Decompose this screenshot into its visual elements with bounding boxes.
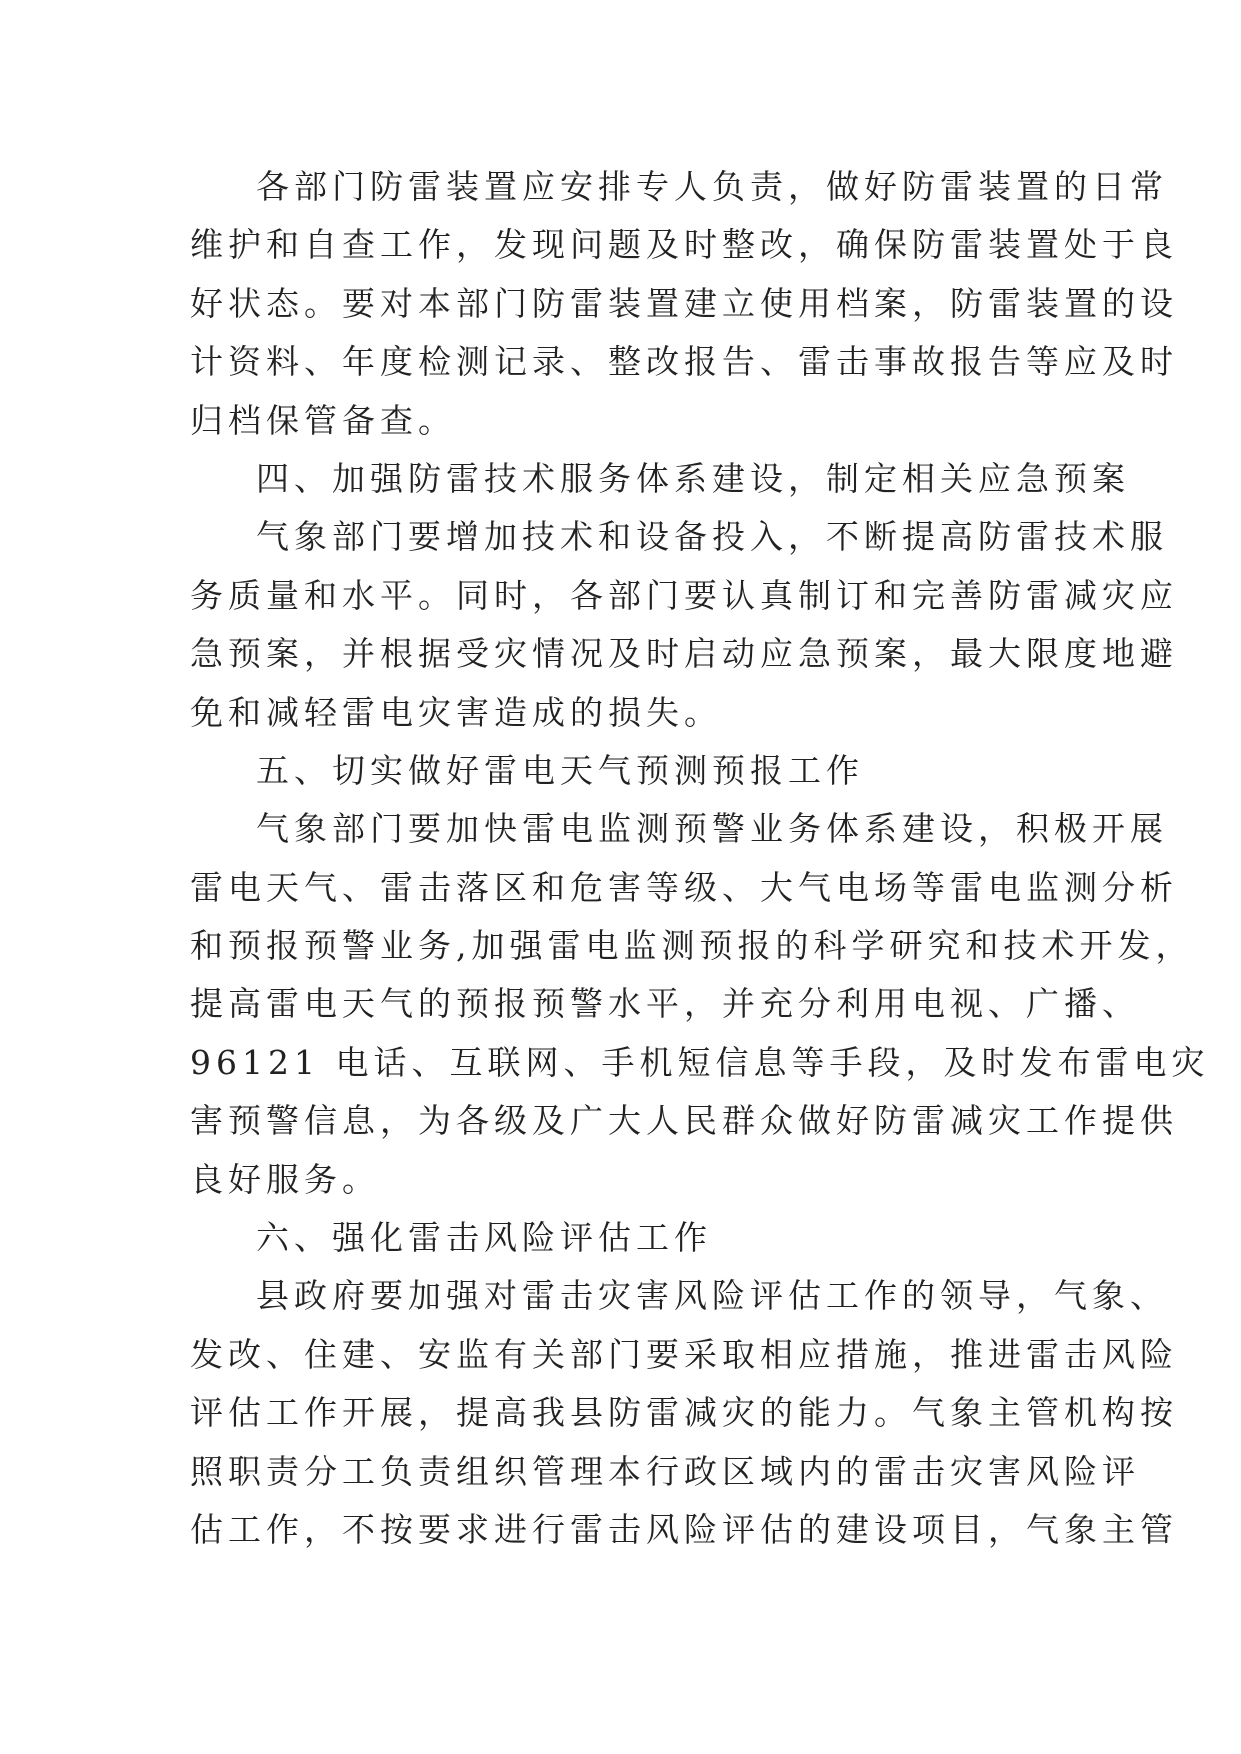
paragraph-line: 96121 电话、互联网、手机短信息等手段，及时发布雷电灾 [190, 1042, 1210, 1082]
heading-text: 五、切实做好雷电天气预测预报工作 [256, 750, 864, 790]
paragraph-line: 急预案，并根据受灾情况及时启动应急预案，最大限度地避 [190, 634, 1178, 674]
paragraph-line: 良好服务。 [190, 1159, 380, 1199]
heading-text: 四、加强防雷技术服务体系建设，制定相关应急预案 [256, 458, 1130, 498]
paragraph-line: 发改、住建、安监有关部门要采取相应措施，推进雷击风险 [190, 1334, 1178, 1374]
paragraph-line: 各部门防雷装置应安排专人负责，做好防雷装置的日常 [256, 167, 1168, 206]
paragraph-line: 县政府要加强对雷击灾害风险评估工作的领导，气象、 [256, 1276, 1168, 1316]
body-paragraph [190, 800, 1210, 1209]
paragraph-line: 计资料、年度检测记录、整改报告、雷击事故报告等应及时 [190, 342, 1178, 382]
paragraph-line: 和预报预警业务,加强雷电监测预报的科学研究和技术开发， [190, 926, 1194, 966]
heading-text: 六、强化雷击风险评估工作 [256, 1218, 712, 1258]
paragraph-line: 估工作，不按要求进行雷击风险评估的建设项目，气象主管 [190, 1509, 1178, 1549]
section-heading [190, 1209, 1070, 1267]
paragraph-line: 好状态。要对本部门防雷装置建立使用档案，防雷装置的设 [190, 283, 1178, 323]
paragraph-line: 维护和自查工作，发现问题及时整改，确保防雷装置处于良 [190, 225, 1178, 265]
body-paragraph [190, 158, 1178, 450]
paragraph-line: 提高雷电天气的预报预警水平，并充分利用电视、广播、 [190, 984, 1140, 1024]
body-paragraph [190, 508, 1178, 742]
paragraph-line: 评估工作开展，提高我县防雷减灾的能力。气象主管机构按 [190, 1393, 1178, 1433]
paragraph-line: 雷电天气、雷击落区和危害等级、大气电场等雷电监测分析 [190, 867, 1178, 907]
paragraph-line: 归档保管备查。 [190, 400, 456, 440]
paragraph-line: 气象部门要加快雷电监测预警业务体系建设，积极开展 [256, 809, 1168, 849]
body-paragraph [190, 1267, 1178, 1559]
section-heading [190, 742, 1070, 800]
paragraph-line: 害预警信息，为各级及广大人民群众做好防雷减灾工作提供 [190, 1101, 1178, 1141]
paragraph-line: 照职责分工负责组织管理本行政区域内的雷击灾害风险评 [190, 1451, 1140, 1491]
section-heading [190, 450, 1130, 508]
paragraph-line: 免和减轻雷电灾害造成的损失。 [190, 692, 722, 732]
paragraph-line: 务质量和水平。同时，各部门要认真制订和完善防雷减灾应 [190, 575, 1178, 615]
paragraph-line: 气象部门要增加技术和设备投入，不断提高防雷技术服 [256, 517, 1168, 557]
document-body [190, 158, 1210, 1559]
